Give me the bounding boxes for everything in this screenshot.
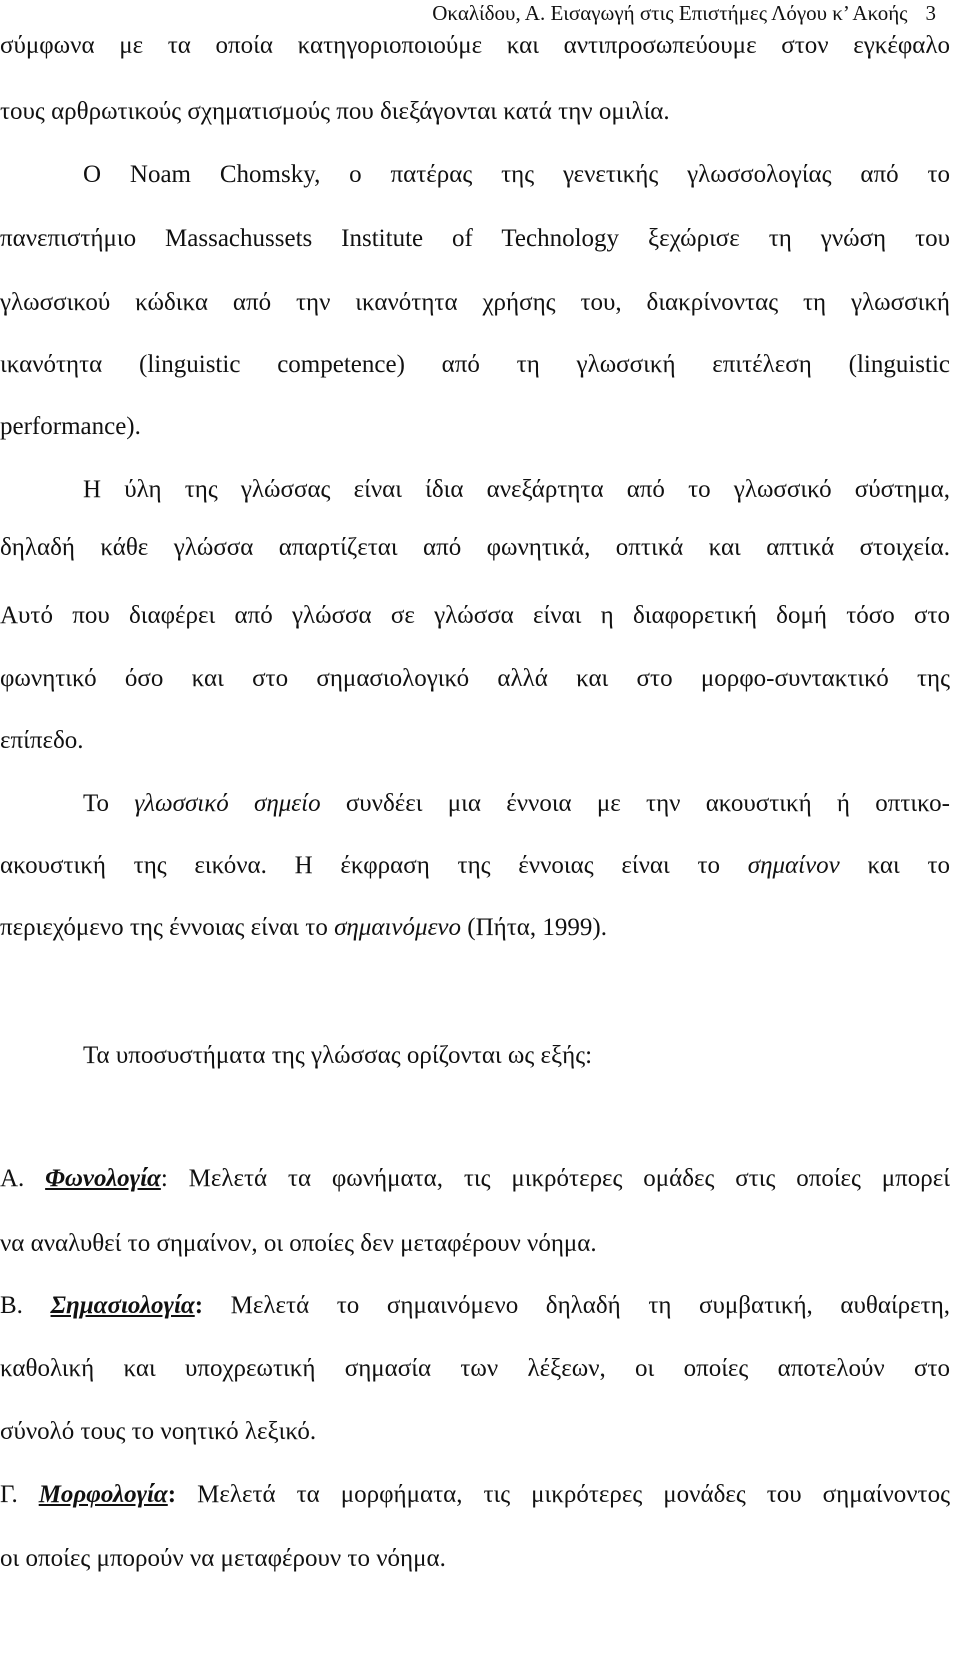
item-a-line-2: να αναλυθεί το σημαίνον, οι οποίες δεν μεταφέρουν νόημα. bbox=[0, 1230, 597, 1257]
item-c-desc: Μελετά τα μορφήματα, τις μικρότερες μονάδες του σημαίνοντος bbox=[197, 1481, 951, 1508]
item-c-term: Μορφολογία bbox=[38, 1481, 168, 1508]
p4-line-2 bbox=[0, 851, 950, 881]
item-c-letter: Γ. bbox=[0, 1481, 18, 1508]
item-a-line-1 bbox=[0, 1164, 950, 1194]
p2-line-2: πανεπιστήμιο Massachussets Institute of Technology ξεχώρισε τη γνώση του bbox=[0, 225, 950, 252]
item-b-term: Σημασιολογία bbox=[50, 1292, 195, 1319]
p4-l1-pre: Το bbox=[83, 790, 110, 817]
p4-l3-post: (Πήτα, 1999). bbox=[467, 914, 607, 941]
item-c-line-1 bbox=[0, 1480, 950, 1510]
p1-line-1: σύμφωνα με τα οποία κατηγοριοποιούμε και αντιπροσωπεύουμε στον εγκέφαλο bbox=[0, 32, 950, 59]
term-glossiko-simeio: γλωσσικό σημείο bbox=[134, 790, 321, 817]
p2-line-4: ικανότητα (linguistic competence) από τη γλωσσική επιτέλεση (linguistic bbox=[0, 351, 950, 378]
page-number: 3 bbox=[925, 1, 936, 25]
p4-line-1 bbox=[83, 789, 950, 819]
p4-l1-post: συνδέει μια έννοια με την ακουστική ή οπτικο- bbox=[345, 790, 950, 817]
p2-line-1: Ο Noam Chomsky, ο πατέρας της γενετικής γλωσσολογίας από το bbox=[83, 161, 950, 188]
item-a-desc: : Μελετά τα φωνήματα, τις μικρότερες ομάδες στις οποίες μπορεί bbox=[160, 1165, 950, 1192]
item-c-colon: : bbox=[167, 1481, 177, 1508]
p3-line-2: δηλαδή κάθε γλώσσα απαρτίζεται από φωνητικά, οπτικά και απτικά στοιχεία. bbox=[0, 534, 950, 561]
item-b-letter: Β. bbox=[0, 1292, 23, 1319]
item-a-head bbox=[45, 1165, 950, 1192]
item-b-head bbox=[51, 1292, 204, 1319]
item-b-line-1 bbox=[0, 1291, 950, 1321]
running-header bbox=[432, 0, 936, 26]
item-c-head bbox=[39, 1481, 176, 1508]
p3-line-1: Η ύλη της γλώσσας είναι ίδια ανεξάρτητα από το γλωσσικό σύστημα, bbox=[83, 476, 950, 503]
term-simainon: σημαίνον bbox=[747, 852, 840, 879]
subsystems-intro: Τα υποσυστήματα της γλώσσας ορίζονται ως εξής: bbox=[83, 1042, 593, 1069]
p4-l2-pre: ακουστική της εικόνα. Η έκφραση της έννοιας είναι το bbox=[0, 852, 720, 879]
item-b-desc: Μελετά το σημαινόμενο δηλαδή τη συμβατική, αυθαίρετη, bbox=[230, 1292, 951, 1319]
running-title: Οκαλίδου, Α. Εισαγωγή στις Επιστήμες Λόγου κ’ Ακοής bbox=[432, 1, 908, 25]
p3-line-4: φωνητικό όσο και στο σημασιολογικό αλλά και στο μορφο-συντακτικό της bbox=[0, 665, 950, 692]
p3-line-5: επίπεδο. bbox=[0, 727, 84, 754]
item-b-line-3: σύνολό τους το νοητικό λεξικό. bbox=[0, 1418, 317, 1445]
item-a-letter: Α. bbox=[0, 1165, 25, 1192]
p2-line-3: γλωσσικού κώδικα από την ικανότητα χρήσης του, διακρίνοντας τη γλωσσική bbox=[0, 289, 950, 316]
item-b-colon: : bbox=[194, 1292, 204, 1319]
p3-line-3: Αυτό που διαφέρει από γλώσσα σε γλώσσα είναι η διαφορετική δομή τόσο στο bbox=[0, 602, 950, 629]
item-c-line-2: οι οποίες μπορούν να μεταφέρουν το νόημα. bbox=[0, 1545, 446, 1572]
p4-line-3 bbox=[0, 913, 950, 943]
item-a-term: Φωνολογία bbox=[45, 1165, 161, 1192]
p2-line-5: performance). bbox=[0, 413, 141, 440]
p4-l2-post: και το bbox=[867, 852, 950, 879]
p4-l3-pre: περιεχόμενο της έννοιας είναι το bbox=[0, 914, 328, 941]
p1-line-2: τους αρθρωτικούς σχηματισμούς που διεξάγονται κατά την ομιλία. bbox=[0, 98, 670, 125]
term-simainomeno: σημαινόμενο bbox=[334, 914, 462, 941]
item-b-line-2: καθολική και υποχρεωτική σημασία των λέξεων, οι οποίες αποτελούν στο bbox=[0, 1355, 950, 1382]
